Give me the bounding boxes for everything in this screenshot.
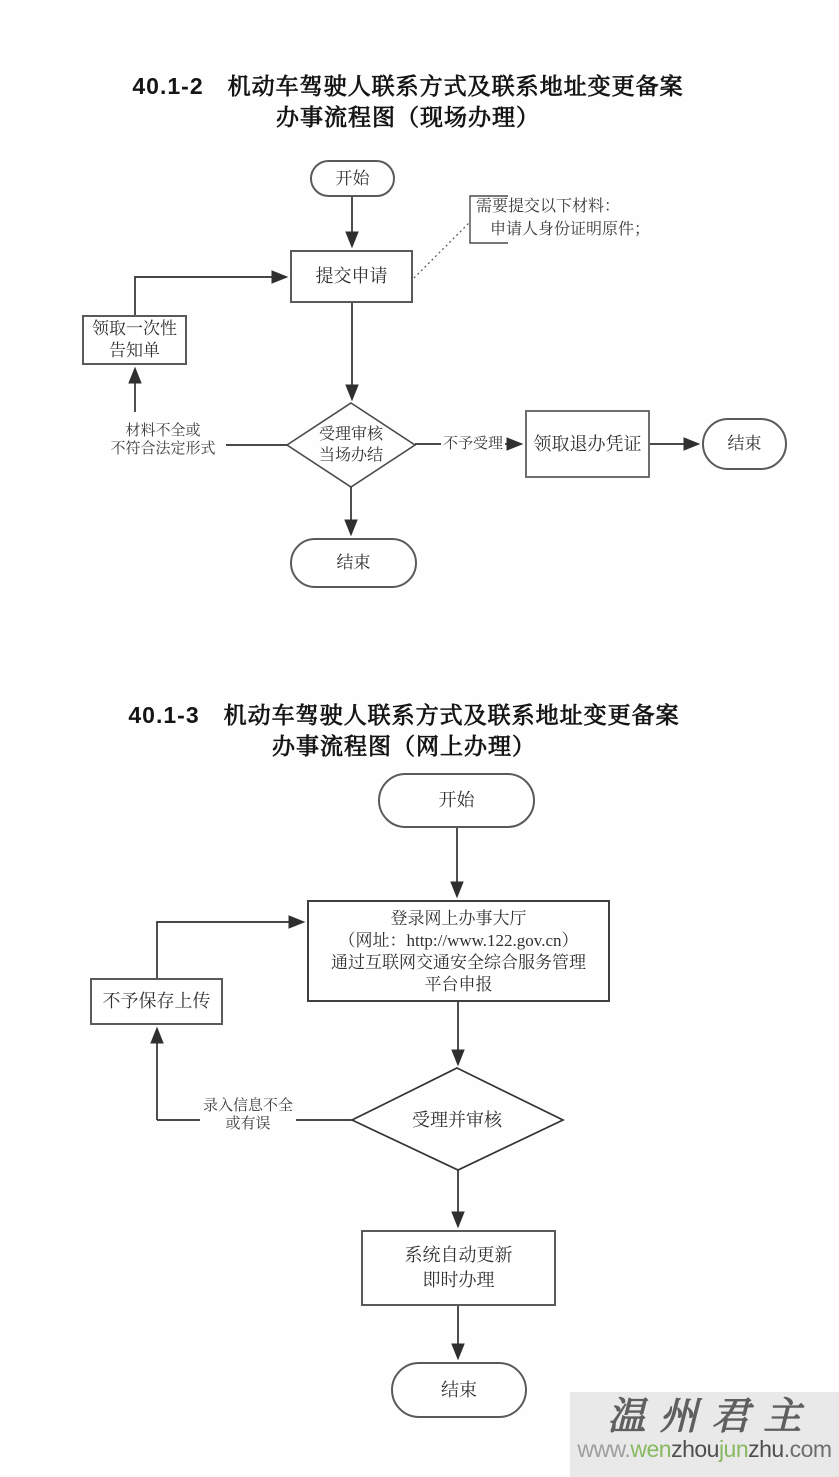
login-portal-step: 登录网上办事大厅 （网址：http://www.122.gov.cn） 通过互联网交通安全综合服务管理 平台申报 [307,900,610,1002]
refused-branch-label: 不予受理 [441,433,505,455]
materials-note-line1: 需要提交以下材料： [476,198,621,215]
watermark-url: www.wenzhoujunzhu.com [577,1436,832,1462]
start-terminator-online: 开始 [378,773,535,828]
arrow-notice-to-submit [135,277,286,315]
end-terminator-right-onsite: 结束 [702,418,787,470]
materials-note [476,195,776,241]
start-terminator-onsite: 开始 [310,160,395,197]
decision-online-label: 受理并审核 [412,1109,502,1130]
chart2-title [0,700,808,762]
incomplete-branch-label: 材料不全或 不符合法定形式 [100,412,226,468]
watermark-brand: 温州君主 [607,1396,816,1438]
chart2-title-line2: 办事流程图（网上办理） [272,733,536,759]
decision-onsite-label: 受理审核 当场办结 [318,426,383,464]
arrow-reject-to-login [157,922,303,978]
note-dotted-leader [414,223,469,278]
chart1-title-line2: 办事流程图（现场办理） [276,104,540,130]
chart1-title [0,71,816,133]
input-error-branch-label: 录入信息不全 或有误 [200,1094,296,1136]
auto-update-step: 系统自动更新 即时办理 [361,1230,556,1306]
watermark-block [570,1392,839,1477]
one-time-notice-step: 领取一次性 告知单 [82,315,187,365]
chart1-title-line1: 40.1-2 机动车驾驶人联系方式及联系地址变更备案 [132,73,684,99]
refund-receipt-step: 领取退办凭证 [525,410,650,478]
materials-note-line2: 申请人身份证明原件； [490,221,651,238]
end-terminator-bottom-onsite: 结束 [290,538,417,588]
chart2-title-line1: 40.1-3 机动车驾驶人联系方式及联系地址变更备案 [128,702,680,728]
no-save-upload-step: 不予保存上传 [90,978,223,1025]
end-terminator-online: 结束 [391,1362,527,1418]
submit-application-step: 提交申请 [290,250,413,303]
